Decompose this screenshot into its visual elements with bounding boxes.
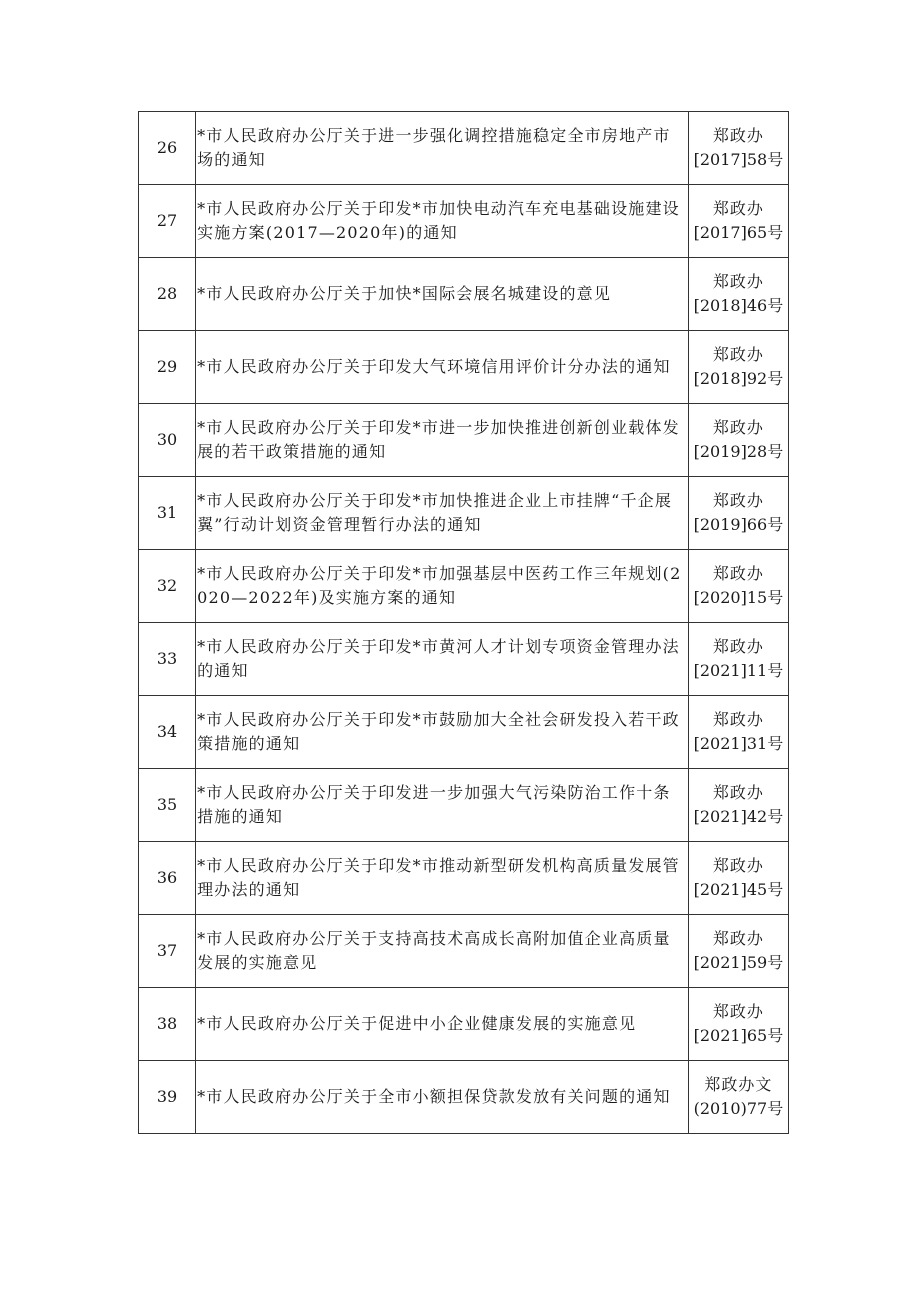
document-title-cell [196, 769, 689, 842]
document-title: *市人民政府办公厅关于进一步强化调控措施稳定全市房地产市场的通知 [197, 126, 671, 169]
document-number-serial: [2021]11号 [693, 661, 784, 680]
row-number: 34 [139, 696, 196, 769]
document-title: *市人民政府办公厅关于印发*市加强基层中医药工作三年规划(2020—2022年)及实施方案的通知 [197, 564, 682, 607]
document-number-cell [688, 112, 788, 185]
document-number-issuer: 郑政办 [712, 418, 764, 437]
document-number-serial: [2021]31号 [693, 734, 784, 753]
document-title: *市人民政府办公厅关于印发*市推动新型研发机构高质量发展管理办法的通知 [197, 856, 680, 899]
document-title: *市人民政府办公厅关于印发*市鼓励加大全社会研发投入若干政策措施的通知 [197, 710, 680, 753]
table-row [139, 988, 789, 1061]
document-number-cell [688, 258, 788, 331]
document-number-issuer: 郑政办 [712, 856, 764, 875]
row-number: 28 [139, 258, 196, 331]
row-number: 27 [139, 185, 196, 258]
document-title-cell [196, 258, 689, 331]
document-number-serial: [2021]65号 [693, 1026, 784, 1045]
document-title: *市人民政府办公厅关于印发*市加快电动汽车充电基础设施建设实施方案(2017—2020年)的通知 [197, 199, 680, 242]
document-title-cell [196, 112, 689, 185]
row-number: 39 [139, 1061, 196, 1134]
table-row [139, 477, 789, 550]
table-row [139, 842, 789, 915]
document-title-cell [196, 477, 689, 550]
document-number-cell [688, 915, 788, 988]
document-number-serial: [2021]42号 [693, 807, 784, 826]
document-number-serial: (2010)77号 [693, 1099, 784, 1118]
document-number-issuer: 郑政办 [712, 929, 764, 948]
document-number-issuer: 郑政办 [712, 345, 764, 364]
document-title-cell [196, 185, 689, 258]
document-number-issuer: 郑政办 [712, 491, 764, 510]
row-number: 36 [139, 842, 196, 915]
document-number-issuer: 郑政办 [712, 272, 764, 291]
document-title-cell [196, 550, 689, 623]
table-row [139, 696, 789, 769]
document-number-serial: [2021]59号 [693, 953, 784, 972]
document-number-cell [688, 842, 788, 915]
document-title-cell [196, 696, 689, 769]
document-number-cell [688, 331, 788, 404]
row-number: 30 [139, 404, 196, 477]
table-row [139, 112, 789, 185]
document-number-issuer: 郑政办 [712, 637, 764, 656]
row-number: 37 [139, 915, 196, 988]
document-number-issuer: 郑政办 [712, 783, 764, 802]
document-title: *市人民政府办公厅关于支持高技术高成长高附加值企业高质量发展的实施意见 [197, 929, 671, 972]
document-title-cell [196, 988, 689, 1061]
row-number: 26 [139, 112, 196, 185]
document-number-serial: [2018]46号 [693, 296, 784, 315]
table-row [139, 550, 789, 623]
table-row [139, 185, 789, 258]
table-row [139, 1061, 789, 1134]
document-number-cell [688, 404, 788, 477]
document-number-cell [688, 1061, 788, 1134]
document-number-cell [688, 550, 788, 623]
document-number-issuer: 郑政办 [712, 199, 764, 218]
document-number-serial: [2020]15号 [693, 588, 784, 607]
document-title-cell [196, 1061, 689, 1134]
table-body [139, 112, 789, 1134]
document-title-cell [196, 623, 689, 696]
document-number-cell [688, 477, 788, 550]
document-number-serial: [2017]65号 [693, 223, 784, 242]
document-title-cell [196, 404, 689, 477]
document-title: *市人民政府办公厅关于全市小额担保贷款发放有关问题的通知 [197, 1087, 671, 1106]
document-number-cell [688, 769, 788, 842]
document-number-issuer: 郑政办 [712, 564, 764, 583]
document-number-issuer: 郑政办文 [704, 1075, 773, 1094]
table-row [139, 623, 789, 696]
document-title: *市人民政府办公厅关于印发大气环境信用评价计分办法的通知 [197, 357, 671, 376]
document-title: *市人民政府办公厅关于印发*市加快推进企业上市挂牌“千企展翼”行动计划资金管理暂行办法的通知 [197, 491, 673, 534]
document-number-cell [688, 185, 788, 258]
table-row [139, 404, 789, 477]
table-row [139, 915, 789, 988]
document-number-serial: [2019]28号 [693, 442, 784, 461]
row-number: 33 [139, 623, 196, 696]
table-row [139, 331, 789, 404]
table-row [139, 258, 789, 331]
row-number: 32 [139, 550, 196, 623]
document-title-cell [196, 842, 689, 915]
document-title: *市人民政府办公厅关于印发*市黄河人才计划专项资金管理办法的通知 [197, 637, 680, 680]
table-row [139, 769, 789, 842]
document-number-issuer: 郑政办 [712, 710, 764, 729]
document-number-serial: [2019]66号 [693, 515, 784, 534]
document-title: *市人民政府办公厅关于促进中小企业健康发展的实施意见 [197, 1014, 637, 1033]
document-number-cell [688, 623, 788, 696]
document-number-serial: [2018]92号 [693, 369, 784, 388]
document-number-cell [688, 988, 788, 1061]
document-title: *市人民政府办公厅关于印发进一步加强大气污染防治工作十条措施的通知 [197, 783, 671, 826]
document-title-cell [196, 331, 689, 404]
document-title: *市人民政府办公厅关于印发*市进一步加快推进创新创业载体发展的若干政策措施的通知 [197, 418, 680, 461]
document-number-serial: [2017]58号 [693, 150, 784, 169]
row-number: 31 [139, 477, 196, 550]
document-number-cell [688, 696, 788, 769]
document-number-issuer: 郑政办 [712, 126, 764, 145]
row-number: 38 [139, 988, 196, 1061]
document-table [138, 111, 789, 1134]
document-title: *市人民政府办公厅关于加快*国际会展名城建设的意见 [197, 284, 612, 303]
document-number-issuer: 郑政办 [712, 1002, 764, 1021]
document-title-cell [196, 915, 689, 988]
row-number: 35 [139, 769, 196, 842]
document-number-serial: [2021]45号 [693, 880, 784, 899]
row-number: 29 [139, 331, 196, 404]
